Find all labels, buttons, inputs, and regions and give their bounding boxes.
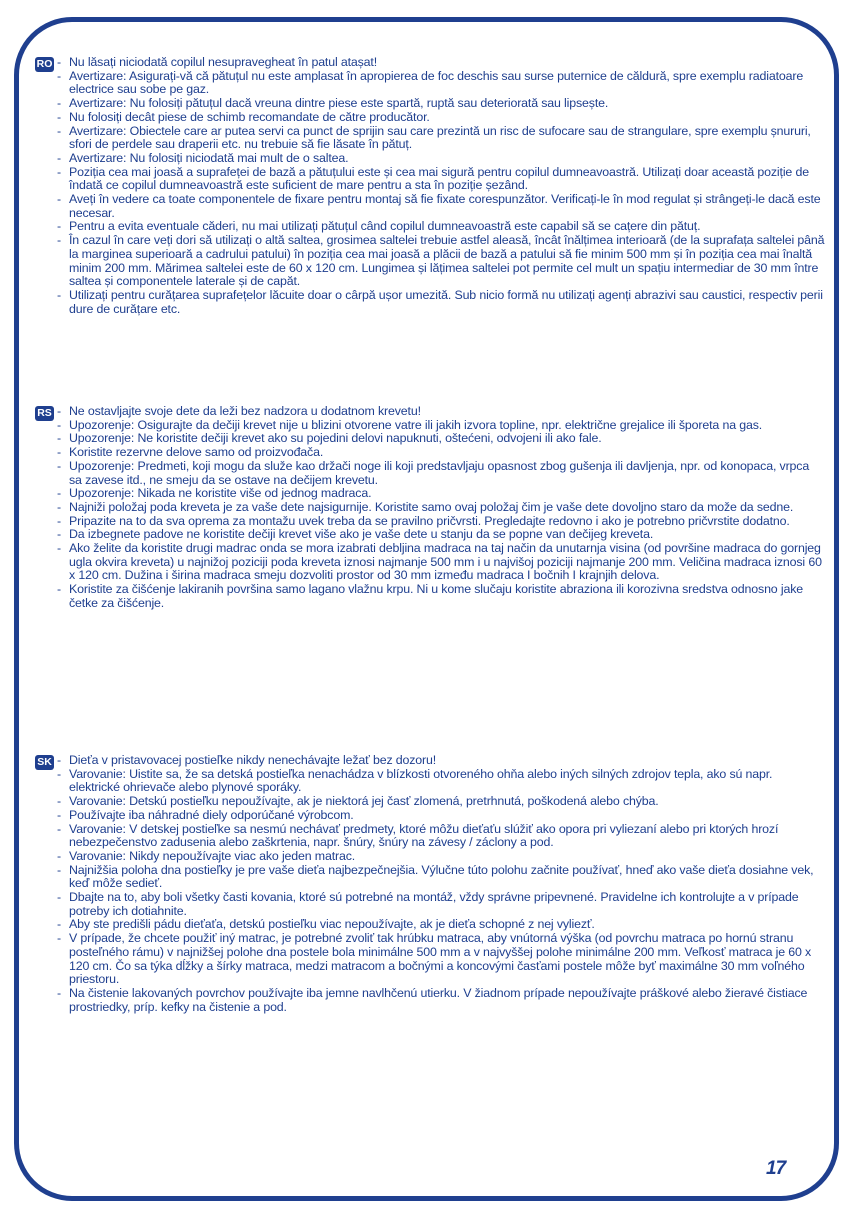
- list-item: - Aveți în vedere ca toate componentele de fixare pentru montaj să fie fixate corespunzător. Verificați-le în mod regulat și strângeți-le dacă este necesar.: [69, 193, 825, 220]
- warning-list-ro: [35, 56, 825, 316]
- list-item: - Ako želite da koristite drugi madrac onda se mora izabrati debljina madraca na taj način da unutarnja visina (od površine madraca do gornjeg ugla okvira kreveta) u najnižoj poziciji poda kreveta iznosi najmanje 500 mm i u najvišoj poziciji najmanje 200 mm. Veličina madraca iznosi 60 x 120 cm. Dužina i širina madraca smeju dozvoliti prostor od 30 mm između madraca I bočnih I krajnjih delova.: [69, 542, 825, 583]
- section-rs: [35, 405, 825, 611]
- list-item: - Pentru a evita eventuale căderi, nu mai utilizați pătuțul când copilul dumneavoastră este capabil să se cațere din pătuț.: [69, 220, 825, 234]
- list-item: - Upozorenje: Ne koristite dečiji krevet ako su pojedini delovi napuknuti, oštećeni, odvojeni ili ako fale.: [69, 432, 825, 446]
- list-item: - Avertizare: Nu folosiți pătuțul dacă vreuna dintre piese este spartă, ruptă sau deteriorată sau lipsește.: [69, 97, 825, 111]
- page-number: 17: [766, 1158, 786, 1179]
- list-item: - Upozorenje: Osigurajte da dečiji krevet nije u blizini otvorene vatre ili jakih izvora topline, npr. električne grejalice ili šporeta na gas.: [69, 419, 825, 433]
- list-item: - Nu lăsați niciodată copilul nesupravegheat în patul atașat!: [69, 56, 825, 70]
- list-item: - Varovanie: V detskej postieľke sa nesmú nechávať predmety, ktoré môžu dieťaťu slúžiť ako opora pri vyliezaní alebo pri ktorých hrozí nebezpečenstvo zadusenia alebo zaškrtenia, napr. šnúry, šnúry na závesy / záclony a pod.: [69, 823, 825, 850]
- list-item: - Avertizare: Obiectele care ar putea servi ca punct de sprijin sau care prezintă un risc de sufocare sau de strangulare, spre exemplu șnururi, sfori de perdele sau draperii etc. nu trebuie să fie lăsate în pătuț.: [69, 125, 825, 152]
- list-item: - Dieťa v pristavovacej postieľke nikdy nenechávajte ležať bez dozoru!: [69, 754, 825, 768]
- list-item: - Upozorenje: Predmeti, koji mogu da služe kao držači noge ili koji predstavljaju opasnost zbog gušenja ili davljenja, npr. od konopaca, vrpca sa zavese itd., ne smeju da se ostave na dečijem krevetu.: [69, 460, 825, 487]
- section-ro: [35, 56, 825, 316]
- list-item: - Nu folosiți decât piese de schimb recomandate de către producător.: [69, 111, 825, 125]
- list-item: - V prípade, že chcete použiť iný matrac, je potrebné zvoliť tak hrúbku matraca, aby vnútorná výška (od povrchu matraca po hornú stranu posteľného rámu) v najnižšej polohe dna postele bola minimálne 500 mm a v najvyššej polohe minimálne 200 mm. Veľkosť matraca je 60 x 120 cm. Čo sa týka dĺžky a šírky matraca, medzi matracom a bočnými a koncovými časťami postele môže byť maximálne 30 mm voľného priestoru.: [69, 932, 825, 987]
- list-item: - Varovanie: Uistite sa, že sa detská postieľka nenachádza v blízkosti otvoreného ohňa alebo iných silných zdrojov tepla, ako sú napr. elektrické ohrievače alebo plynové sporáky.: [69, 768, 825, 795]
- list-item: - Na čistenie lakovaných povrchov používajte iba jemne navlhčenú utierku. V žiadnom prípade nepoužívajte práškové alebo žieravé čistiace prostriedky, príp. kefky na čistenie a pod.: [69, 987, 825, 1014]
- list-item: - Najniži položaj poda kreveta je za vaše dete najsigurnije. Koristite samo ovaj položaj čim je vaše dete dovoljno staro da može da sedne.: [69, 501, 825, 515]
- list-item: - Používajte iba náhradné diely odporúčané výrobcom.: [69, 809, 825, 823]
- warning-list-sk: [35, 754, 825, 1014]
- list-item: - În cazul în care veți dori să utilizați o altă saltea, grosimea saltelei trebuie astfel aleasă, încât înălțimea interioară (de la suprafața saltelei până la marginea superioară a cadrului patului) în poziția cea mai joasă a plăcii de bază a patului să fie minim 500 mm și în poziția cea mai înaltă minim 200 mm. Mărimea saltelei este de 60 x 120 cm. Lungimea și lățimea saltelei pot permite cel mult un spațiu intermediar de 30 mm între saltea și componentele laterale și de capăt.: [69, 234, 825, 289]
- list-item: - Koristite za čišćenje lakiranih površina samo lagano vlažnu krpu. Ni u kome slučaju koristite abraziona ili korozivna sredstva odnosno jake četke za čišćenje.: [69, 583, 825, 610]
- list-item: - Najnižšia poloha dna postieľky je pre vaše dieťa najbezpečnejšia. Výlučne túto polohu začnite používať, hneď ako vaše dieťa dosiahne vek, keď môže sedieť.: [69, 864, 825, 891]
- list-item: - Varovanie: Nikdy nepoužívajte viac ako jeden matrac.: [69, 850, 825, 864]
- warning-list-rs: [35, 405, 825, 611]
- list-item: - Ne ostavljajte svoje dete da leži bez nadzora u dodatnom krevetu!: [69, 405, 825, 419]
- list-item: - Poziția cea mai joasă a suprafeței de bază a pătuțului este și cea mai sigură pentru copilul dumneavoastră. Utilizați doar această poziție de îndată ce copilul dumneavoastră este suficient de mare pentru a sta în poziție șezând.: [69, 166, 825, 193]
- list-item: - Da izbegnete padove ne koristite dečiji krevet više ako je vaše dete u stanju da se popne van dečijeg kreveta.: [69, 528, 825, 542]
- list-item: - Dbajte na to, aby boli všetky časti kovania, ktoré sú potrebné na montáž, vždy správne pripevnené. Pravidelne ich kontrolujte a v prípade potreby ich dotiahnite.: [69, 891, 825, 918]
- list-item: - Pripazite na to da sva oprema za montažu uvek treba da se pravilno pričvrsti. Pregledajte redovno i ako je potrebno pričvrstite dodatno.: [69, 515, 825, 529]
- section-sk: [35, 754, 825, 1014]
- list-item: - Koristite rezervne delove samo od proizvođača.: [69, 446, 825, 460]
- list-item: - Avertizare: Nu folosiți niciodată mai mult de o saltea.: [69, 152, 825, 166]
- list-item: - Avertizare: Asigurați-vă că pătuțul nu este amplasat în apropierea de foc deschis sau surse puternice de căldură, spre exemplu radiatoare electrice sau sobe pe gaz.: [69, 70, 825, 97]
- language-badge-sk: SK: [35, 755, 54, 770]
- list-item: - Varovanie: Detskú postieľku nepoužívajte, ak je niektorá jej časť zlomená, pretrhnutá, poškodená alebo chýba.: [69, 795, 825, 809]
- list-item: - Utilizați pentru curățarea suprafețelor lăcuite doar o cârpă ușor umezită. Sub nicio formă nu utilizați agenți abrazivi sau caustici, respectiv perii dure de curățare etc.: [69, 289, 825, 316]
- list-item: - Aby ste predišli pádu dieťaťa, detskú postieľku viac nepoužívajte, ak je dieťa schopné z nej vyliezť.: [69, 918, 825, 932]
- language-badge-ro: RO: [36, 58, 53, 70]
- list-item: - Upozorenje: Nikada ne koristite više od jednog madraca.: [69, 487, 825, 501]
- language-badge-rs: RS: [35, 406, 54, 421]
